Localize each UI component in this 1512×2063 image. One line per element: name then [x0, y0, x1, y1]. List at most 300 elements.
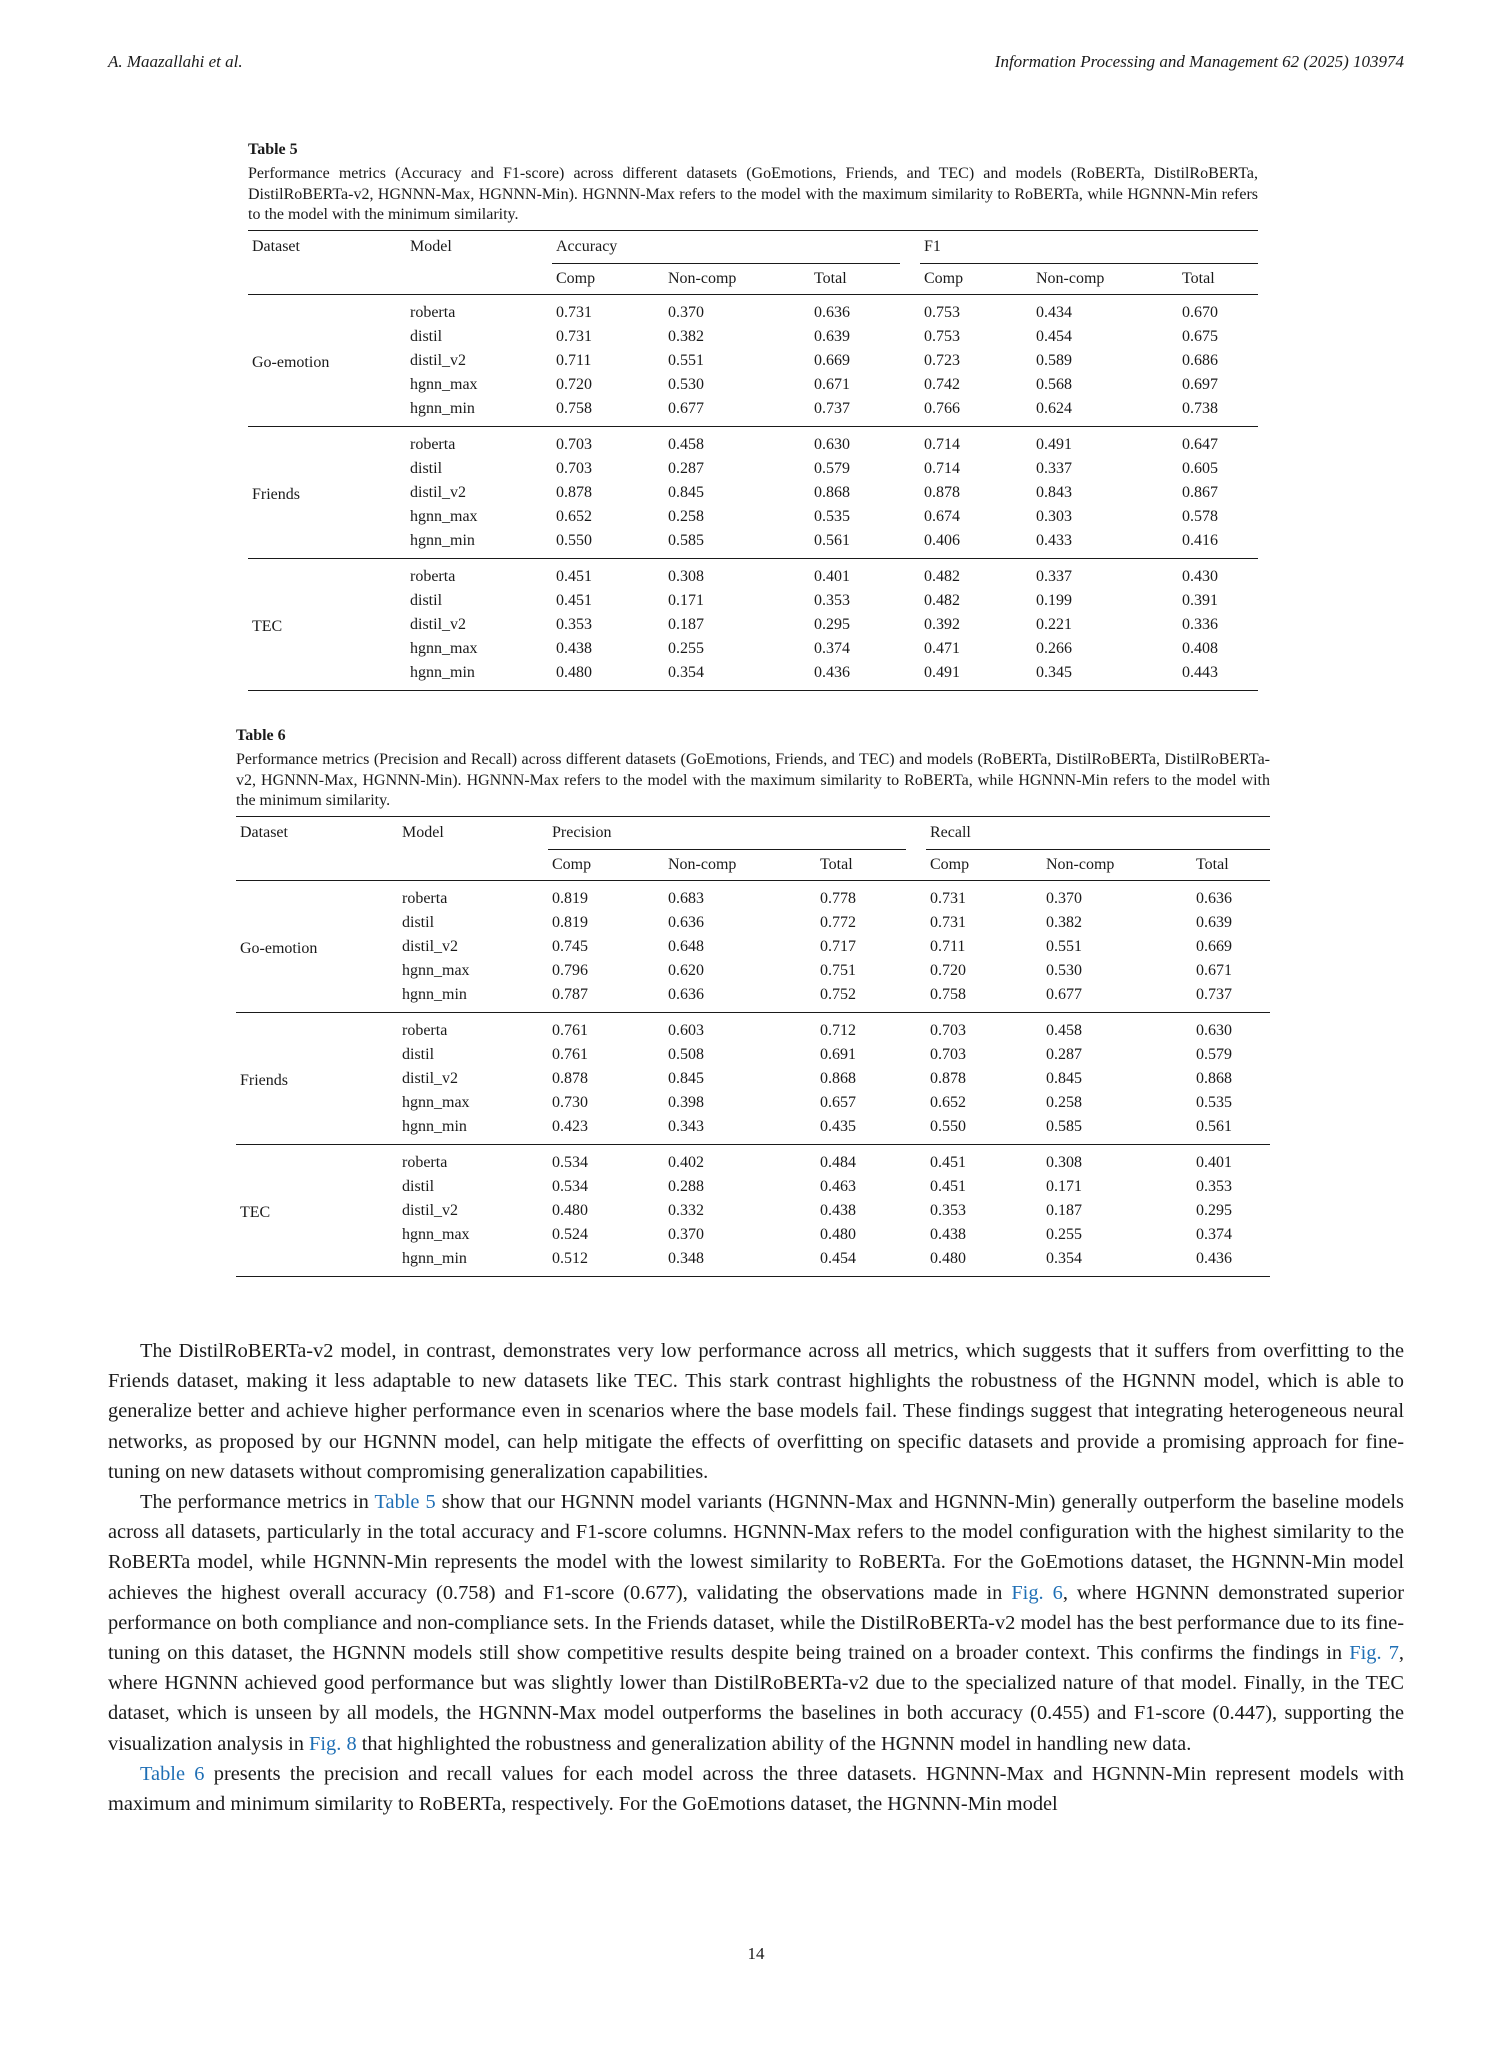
model-cell: roberta — [402, 1153, 448, 1171]
value-cell: 0.703 — [930, 1045, 966, 1063]
value-cell: 0.578 — [1182, 507, 1218, 525]
value-cell: 0.639 — [1196, 913, 1232, 931]
value-cell: 0.761 — [552, 1021, 588, 1039]
value-cell: 0.878 — [552, 1069, 588, 1087]
table-6-header-row — [236, 816, 1270, 849]
column-gap — [900, 529, 920, 559]
value-cell: 0.636 — [668, 985, 704, 1003]
value-cell: 0.868 — [814, 483, 850, 501]
value-cell: 0.435 — [820, 1117, 856, 1135]
value-cell: 0.491 — [924, 663, 960, 681]
model-cell: distil — [402, 913, 435, 931]
value-cell: 0.454 — [820, 1249, 856, 1267]
value-cell: 0.353 — [814, 591, 850, 609]
value-cell: 0.337 — [1036, 567, 1072, 585]
paragraph-2-text-b: show that our HGNNN model variants (HGNNN-Max and HGNNN-Min) generally outperform the baseline models across all datasets, particularly in the total accuracy and F1-score columns. HGNNN-Max refers to the model configuration with the highest similarity to the RoBERTa model, while HGNNN-Min represents the model with the lowest similarity to RoBERTa. For the GoEmotions dataset, the HGNNN-Min model achieves the highest overall accuracy (0.758) and F1-score (0.677), validating the observations made in — [108, 1491, 1404, 1604]
value-cell: 0.723 — [924, 351, 960, 369]
table-row — [248, 294, 1258, 325]
value-cell: 0.482 — [924, 591, 960, 609]
value-cell: 0.878 — [930, 1069, 966, 1087]
table-row — [248, 426, 1258, 457]
column-gap — [900, 481, 920, 505]
value-cell: 0.579 — [814, 459, 850, 477]
value-cell: 0.603 — [668, 1021, 704, 1039]
value-cell: 0.585 — [1046, 1117, 1082, 1135]
value-cell: 0.697 — [1182, 375, 1218, 393]
table-5-col-dataset: Dataset — [248, 230, 406, 263]
table-6-group-recall: Recall — [926, 816, 1270, 849]
table-6-link[interactable]: Table 6 — [140, 1762, 205, 1785]
value-cell: 0.508 — [668, 1045, 704, 1063]
value-cell: 0.686 — [1182, 351, 1218, 369]
value-cell: 0.737 — [1196, 985, 1232, 1003]
value-cell: 0.819 — [552, 913, 588, 931]
model-cell: distil_v2 — [402, 1069, 459, 1087]
value-cell: 0.336 — [1182, 615, 1218, 633]
value-cell: 0.308 — [1046, 1153, 1082, 1171]
column-gap — [906, 1144, 926, 1175]
value-cell: 0.199 — [1036, 591, 1072, 609]
body-text — [108, 1336, 1404, 1819]
value-cell: 0.398 — [668, 1093, 704, 1111]
value-cell: 0.752 — [820, 985, 856, 1003]
value-cell: 0.443 — [1182, 663, 1218, 681]
value-cell: 0.671 — [814, 375, 850, 393]
table-row — [236, 1012, 1270, 1043]
value-cell: 0.669 — [814, 351, 850, 369]
paragraph-2 — [108, 1487, 1404, 1759]
value-cell: 0.630 — [1196, 1021, 1232, 1039]
value-cell: 0.720 — [556, 375, 592, 393]
value-cell: 0.772 — [820, 913, 856, 931]
table-5-sub-noncomp: Non-comp — [1032, 263, 1178, 294]
value-cell: 0.703 — [556, 435, 592, 453]
column-gap — [900, 294, 920, 325]
value-cell: 0.524 — [552, 1225, 588, 1243]
value-cell: 0.630 — [814, 435, 850, 453]
column-gap — [906, 1067, 926, 1091]
value-cell: 0.551 — [668, 351, 704, 369]
model-cell: distil — [410, 591, 443, 609]
model-cell: distil — [410, 459, 443, 477]
table-5-header-row — [248, 230, 1258, 263]
value-cell: 0.670 — [1182, 303, 1218, 321]
table-5-group-accuracy: Accuracy — [552, 230, 900, 263]
value-cell: 0.867 — [1182, 483, 1218, 501]
value-cell: 0.787 — [552, 985, 588, 1003]
table-6-col-dataset: Dataset — [236, 816, 398, 849]
value-cell: 0.561 — [1196, 1117, 1232, 1135]
value-cell: 0.620 — [668, 961, 704, 979]
model-cell: hgnn_min — [402, 985, 467, 1003]
model-cell: distil_v2 — [410, 615, 467, 633]
table-6-group-precision: Precision — [548, 816, 906, 849]
value-cell: 0.303 — [1036, 507, 1072, 525]
value-cell: 0.436 — [814, 663, 850, 681]
value-cell: 0.433 — [1036, 531, 1072, 549]
table-5-caption: Performance metrics (Accuracy and F1-score) across different datasets (GoEmotions, Friends, and TEC) and models (RoBERTa, DistilRoBERTa, DistilRoBERTa-v2, HGNNN-Max, HGNNN-Min). HGNNN-Max refers to the model with the maximum similarity to RoBERTa, while HGNNN-Min refers to the model with the minimum similarity. — [248, 165, 1258, 223]
model-cell: hgnn_min — [410, 663, 475, 681]
value-cell: 0.416 — [1182, 531, 1218, 549]
model-cell: roberta — [402, 1021, 448, 1039]
value-cell: 0.636 — [1196, 889, 1232, 907]
value-cell: 0.438 — [930, 1225, 966, 1243]
value-cell: 0.605 — [1182, 459, 1218, 477]
value-cell: 0.535 — [1196, 1093, 1232, 1111]
paragraph-2-text-a: The performance metrics in — [140, 1491, 375, 1514]
value-cell: 0.753 — [924, 327, 960, 345]
model-cell: hgnn_min — [410, 531, 475, 549]
value-cell: 0.221 — [1036, 615, 1072, 633]
fig-6-link[interactable]: Fig. 6 — [1011, 1581, 1063, 1604]
value-cell: 0.451 — [556, 591, 592, 609]
column-gap — [906, 1091, 926, 1115]
dataset-cell: Friends — [240, 1072, 288, 1089]
column-gap — [906, 1247, 926, 1277]
column-gap — [900, 637, 920, 661]
table-5-subheader-row — [248, 263, 1258, 294]
column-gap — [906, 1199, 926, 1223]
table-5-group-f1: F1 — [920, 230, 1258, 263]
table-6-block — [236, 726, 1270, 1277]
value-cell: 0.392 — [924, 615, 960, 633]
value-cell: 0.530 — [1046, 961, 1082, 979]
table-5-sub-noncomp: Non-comp — [664, 263, 810, 294]
value-cell: 0.287 — [1046, 1045, 1082, 1063]
value-cell: 0.348 — [668, 1249, 704, 1267]
value-cell: 0.753 — [924, 303, 960, 321]
value-cell: 0.636 — [668, 913, 704, 931]
value-cell: 0.353 — [930, 1201, 966, 1219]
paragraph-1: The DistilRoBERTa-v2 model, in contrast, demonstrates very low performance across all metrics, which suggests that it suffers from overfitting to the Friends dataset, making it less adaptable to new datasets like TEC. This stark contrast highlights the robustness of the HGNNN model, which is able to generalize better and achieve higher performance even in scenarios where the base models fail. These findings suggest that integrating heterogeneous neural networks, as proposed by our HGNNN model, can help mitigate the effects of overfitting on specific datasets and provide a promising approach for fine-tuning on new datasets without compromising generalization capabilities. — [108, 1340, 1404, 1483]
dataset-cell: TEC — [252, 618, 283, 635]
value-cell: 0.258 — [1046, 1093, 1082, 1111]
value-cell: 0.675 — [1182, 327, 1218, 345]
value-cell: 0.451 — [930, 1177, 966, 1195]
model-cell: hgnn_max — [410, 507, 478, 525]
value-cell: 0.703 — [930, 1021, 966, 1039]
value-cell: 0.738 — [1182, 399, 1218, 417]
value-cell: 0.731 — [930, 913, 966, 931]
paragraph-2-text-d: , where HGNNN achieved good performance but was slightly lower than DistilRoBERTa-v2 due to the specialized nature of that model. Finally, in the TEC dataset, which is unseen by all models, the HGNNN-Max model outperforms the baselines in both accuracy (0.455) and F1-score (0.447), supporting the visualization analysis in — [108, 1642, 1405, 1755]
table-6-sub-noncomp: Non-comp — [1042, 849, 1192, 880]
value-cell: 0.534 — [552, 1177, 588, 1195]
model-cell: hgnn_max — [402, 1225, 470, 1243]
value-cell: 0.737 — [814, 399, 850, 417]
column-gap — [906, 1043, 926, 1067]
value-cell: 0.711 — [930, 937, 966, 955]
value-cell: 0.648 — [668, 937, 704, 955]
model-cell: distil_v2 — [410, 351, 467, 369]
column-gap — [900, 661, 920, 691]
value-cell: 0.343 — [668, 1117, 704, 1135]
fig-7-link[interactable]: Fig. 7 — [1349, 1642, 1399, 1665]
value-cell: 0.480 — [556, 663, 592, 681]
value-cell: 0.491 — [1036, 435, 1072, 453]
table-row — [236, 1144, 1270, 1175]
value-cell: 0.868 — [1196, 1069, 1232, 1087]
column-gap — [900, 426, 920, 457]
value-cell: 0.796 — [552, 961, 588, 979]
column-gap — [900, 373, 920, 397]
dataset-cell: Go-emotion — [252, 354, 330, 371]
value-cell: 0.436 — [1196, 1249, 1232, 1267]
value-cell: 0.480 — [552, 1201, 588, 1219]
column-gap — [900, 349, 920, 373]
value-cell: 0.353 — [1196, 1177, 1232, 1195]
value-cell: 0.370 — [668, 1225, 704, 1243]
value-cell: 0.382 — [1046, 913, 1082, 931]
value-cell: 0.636 — [814, 303, 850, 321]
value-cell: 0.730 — [552, 1093, 588, 1111]
fig-8-link[interactable]: Fig. 8 — [309, 1732, 357, 1755]
value-cell: 0.652 — [556, 507, 592, 525]
value-cell: 0.778 — [820, 889, 856, 907]
value-cell: 0.534 — [552, 1153, 588, 1171]
model-cell: distil — [410, 327, 443, 345]
value-cell: 0.354 — [668, 663, 704, 681]
table-6-sub-total: Total — [1192, 849, 1270, 880]
table-6-sub-noncomp: Non-comp — [664, 849, 816, 880]
value-cell: 0.720 — [930, 961, 966, 979]
column-gap — [900, 457, 920, 481]
value-cell: 0.423 — [552, 1117, 588, 1135]
value-cell: 0.354 — [1046, 1249, 1082, 1267]
value-cell: 0.669 — [1196, 937, 1232, 955]
value-cell: 0.845 — [668, 1069, 704, 1087]
paragraph-2-text-e: that highlighted the robustness and generalization ability of the HGNNN model in handling new data. — [356, 1732, 1192, 1755]
value-cell: 0.406 — [924, 531, 960, 549]
value-cell: 0.438 — [556, 639, 592, 657]
model-cell: hgnn_max — [402, 1093, 470, 1111]
value-cell: 0.652 — [930, 1093, 966, 1111]
table-row — [248, 558, 1258, 589]
model-cell: distil_v2 — [402, 937, 459, 955]
value-cell: 0.731 — [556, 327, 592, 345]
value-cell: 0.454 — [1036, 327, 1072, 345]
value-cell: 0.332 — [668, 1201, 704, 1219]
model-cell: hgnn_max — [410, 375, 478, 393]
page-number: 14 — [747, 1944, 765, 1963]
value-cell: 0.530 — [668, 375, 704, 393]
value-cell: 0.408 — [1182, 639, 1218, 657]
value-cell: 0.471 — [924, 639, 960, 657]
table-6-label: Table 6 — [236, 727, 286, 744]
value-cell: 0.458 — [1046, 1021, 1082, 1039]
table-5-sub-total: Total — [810, 263, 900, 294]
value-cell: 0.550 — [556, 531, 592, 549]
value-cell: 0.691 — [820, 1045, 856, 1063]
value-cell: 0.480 — [820, 1225, 856, 1243]
value-cell: 0.255 — [668, 639, 704, 657]
value-cell: 0.430 — [1182, 567, 1218, 585]
column-gap — [906, 880, 926, 911]
paragraph-3 — [108, 1759, 1404, 1819]
value-cell: 0.751 — [820, 961, 856, 979]
model-cell: distil — [402, 1045, 435, 1063]
value-cell: 0.589 — [1036, 351, 1072, 369]
dataset-cell: Go-emotion — [240, 940, 318, 957]
value-cell: 0.745 — [552, 937, 588, 955]
value-cell: 0.843 — [1036, 483, 1072, 501]
value-cell: 0.845 — [1046, 1069, 1082, 1087]
value-cell: 0.458 — [668, 435, 704, 453]
value-cell: 0.561 — [814, 531, 850, 549]
value-cell: 0.624 — [1036, 399, 1072, 417]
value-cell: 0.758 — [556, 399, 592, 417]
value-cell: 0.438 — [820, 1201, 856, 1219]
column-gap — [900, 397, 920, 427]
paragraph-3-text: presents the precision and recall values for each model across the three datasets. HGNNN-Max and HGNNN-Min represent models with maximum and minimum similarity to RoBERTa, respectively. For the GoEmotions dataset, the HGNNN-Min model — [108, 1762, 1404, 1816]
model-cell: roberta — [410, 435, 456, 453]
model-cell: hgnn_max — [410, 639, 478, 657]
value-cell: 0.295 — [814, 615, 850, 633]
value-cell: 0.674 — [924, 507, 960, 525]
header-authors: A. Maazallahi et al. — [108, 52, 243, 71]
column-gap — [906, 983, 926, 1013]
table-5-sub-comp: Comp — [920, 263, 1032, 294]
table-5-body — [248, 294, 1258, 690]
table-6-sub-total: Total — [816, 849, 906, 880]
value-cell: 0.579 — [1196, 1045, 1232, 1063]
table-6-caption: Performance metrics (Precision and Recall) across different datasets (GoEmotions, Friends, and TEC) and models (RoBERTa, DistilRoBERTa, DistilRoBERTa-v2, HGNNN-Max, HGNNN-Min). HGNNN-Max refers to the model with the maximum similarity to RoBERTa, while HGNNN-Min refers to the model with the minimum similarity. — [236, 751, 1270, 809]
column-gap — [900, 589, 920, 613]
value-cell: 0.187 — [668, 615, 704, 633]
model-cell: roberta — [410, 303, 456, 321]
column-gap — [900, 613, 920, 637]
value-cell: 0.266 — [1036, 639, 1072, 657]
table-6-sub-comp: Comp — [926, 849, 1042, 880]
value-cell: 0.677 — [1046, 985, 1082, 1003]
value-cell: 0.568 — [1036, 375, 1072, 393]
table-6-col-model: Model — [398, 816, 548, 849]
value-cell: 0.391 — [1182, 591, 1218, 609]
value-cell: 0.480 — [930, 1249, 966, 1267]
value-cell: 0.374 — [814, 639, 850, 657]
column-gap — [906, 911, 926, 935]
value-cell: 0.677 — [668, 399, 704, 417]
value-cell: 0.731 — [930, 889, 966, 907]
model-cell: roberta — [402, 889, 448, 907]
value-cell: 0.535 — [814, 507, 850, 525]
table-6-sub-comp: Comp — [548, 849, 664, 880]
value-cell: 0.868 — [820, 1069, 856, 1087]
column-gap — [906, 1175, 926, 1199]
model-cell: hgnn_min — [402, 1117, 467, 1135]
table-5-link[interactable]: Table 5 — [374, 1491, 436, 1514]
value-cell: 0.287 — [668, 459, 704, 477]
model-cell: distil_v2 — [410, 483, 467, 501]
value-cell: 0.345 — [1036, 663, 1072, 681]
value-cell: 0.647 — [1182, 435, 1218, 453]
table-5-sub-total: Total — [1178, 263, 1258, 294]
table-5-sub-comp: Comp — [552, 263, 664, 294]
value-cell: 0.255 — [1046, 1225, 1082, 1243]
table-5-label: Table 5 — [248, 141, 298, 158]
dataset-cell: Friends — [252, 486, 300, 503]
column-gap — [906, 1223, 926, 1247]
column-gap — [900, 558, 920, 589]
value-cell: 0.463 — [820, 1177, 856, 1195]
column-gap — [906, 1115, 926, 1145]
value-cell: 0.258 — [668, 507, 704, 525]
value-cell: 0.451 — [930, 1153, 966, 1171]
value-cell: 0.512 — [552, 1249, 588, 1267]
model-cell: hgnn_min — [410, 399, 475, 417]
value-cell: 0.171 — [1046, 1177, 1082, 1195]
value-cell: 0.585 — [668, 531, 704, 549]
table-6 — [236, 816, 1270, 1277]
table-5-block — [248, 140, 1258, 691]
value-cell: 0.308 — [668, 567, 704, 585]
value-cell: 0.878 — [924, 483, 960, 501]
table-5 — [248, 230, 1258, 691]
model-cell: distil_v2 — [402, 1201, 459, 1219]
table-6-subheader-row — [236, 849, 1270, 880]
value-cell: 0.742 — [924, 375, 960, 393]
value-cell: 0.401 — [1196, 1153, 1232, 1171]
value-cell: 0.434 — [1036, 303, 1072, 321]
table-row — [236, 880, 1270, 911]
value-cell: 0.370 — [668, 303, 704, 321]
value-cell: 0.370 — [1046, 889, 1082, 907]
column-gap — [900, 325, 920, 349]
value-cell: 0.639 — [814, 327, 850, 345]
model-cell: hgnn_max — [402, 961, 470, 979]
column-gap — [900, 505, 920, 529]
value-cell: 0.731 — [556, 303, 592, 321]
header-journal: Information Processing and Management 62 (2025) 103974 — [994, 52, 1404, 71]
column-gap — [906, 1012, 926, 1043]
value-cell: 0.353 — [556, 615, 592, 633]
value-cell: 0.551 — [1046, 937, 1082, 955]
value-cell: 0.484 — [820, 1153, 856, 1171]
value-cell: 0.819 — [552, 889, 588, 907]
model-cell: distil — [402, 1177, 435, 1195]
value-cell: 0.703 — [556, 459, 592, 477]
value-cell: 0.766 — [924, 399, 960, 417]
dataset-cell: TEC — [240, 1204, 271, 1221]
value-cell: 0.374 — [1196, 1225, 1232, 1243]
value-cell: 0.187 — [1046, 1201, 1082, 1219]
table-6-body — [236, 880, 1270, 1276]
value-cell: 0.337 — [1036, 459, 1072, 477]
value-cell: 0.382 — [668, 327, 704, 345]
value-cell: 0.711 — [556, 351, 592, 369]
value-cell: 0.288 — [668, 1177, 704, 1195]
value-cell: 0.683 — [668, 889, 704, 907]
value-cell: 0.402 — [668, 1153, 704, 1171]
running-head — [108, 52, 1404, 72]
value-cell: 0.550 — [930, 1117, 966, 1135]
value-cell: 0.295 — [1196, 1201, 1232, 1219]
value-cell: 0.717 — [820, 937, 856, 955]
model-cell: roberta — [410, 567, 456, 585]
value-cell: 0.657 — [820, 1093, 856, 1111]
column-gap — [906, 959, 926, 983]
value-cell: 0.714 — [924, 459, 960, 477]
value-cell: 0.171 — [668, 591, 704, 609]
value-cell: 0.878 — [556, 483, 592, 501]
value-cell: 0.401 — [814, 567, 850, 585]
value-cell: 0.482 — [924, 567, 960, 585]
value-cell: 0.845 — [668, 483, 704, 501]
table-5-col-model: Model — [406, 230, 552, 263]
value-cell: 0.761 — [552, 1045, 588, 1063]
model-cell: hgnn_min — [402, 1249, 467, 1267]
value-cell: 0.712 — [820, 1021, 856, 1039]
column-gap — [906, 935, 926, 959]
